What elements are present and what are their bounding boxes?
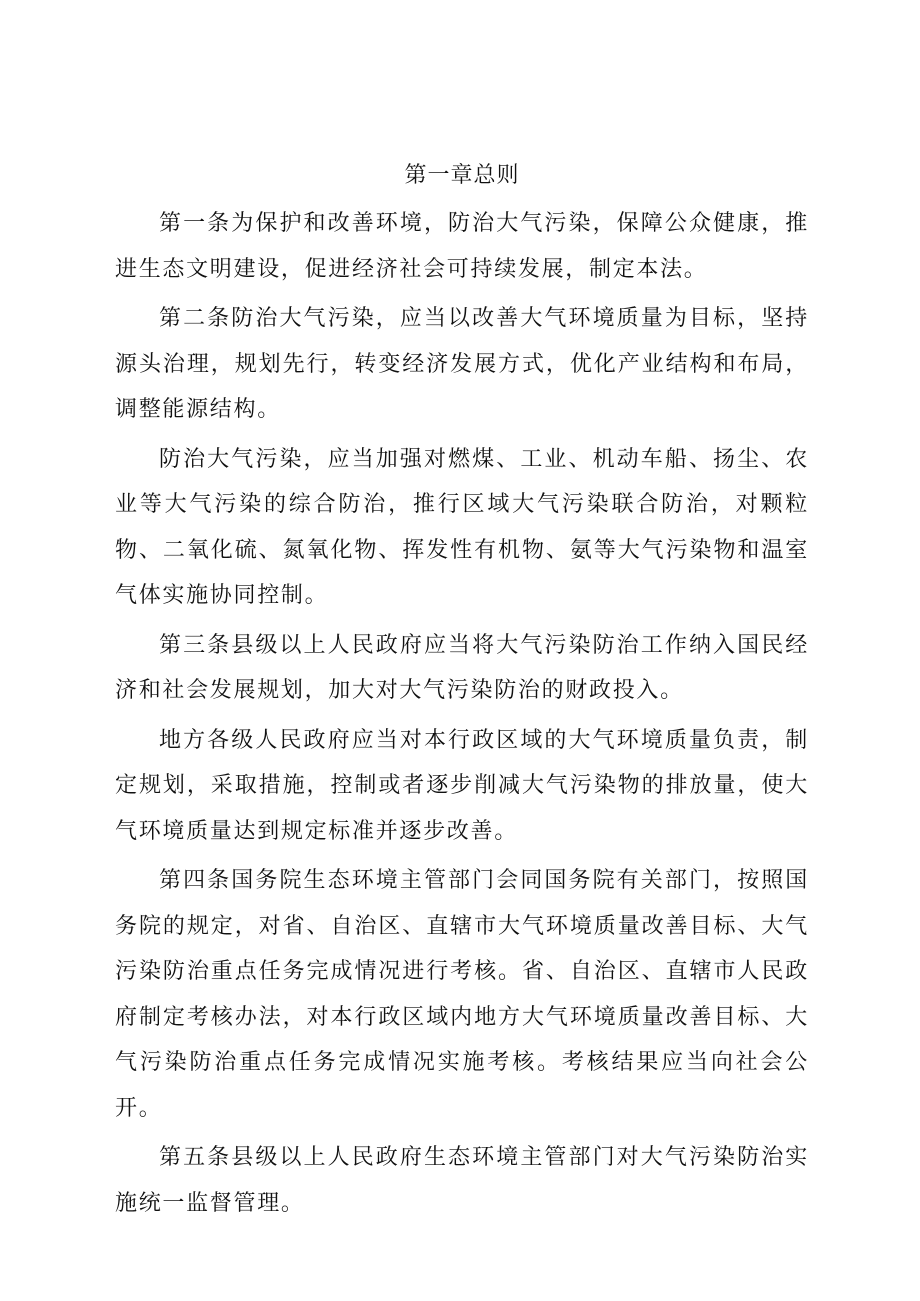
article-4-paragraph: 第四条国务院生态环境主管部门会同国务院有关部门，按照国务院的规定，对省、自治区、直辖市大气环境质量改善目标、大气污染防治重点任务完成情况进行考核。省、自治区、直辖市人民政府制定考核办法，对本行政区域内地方大气环境质量改善目标、大气污染防治重点任务完成情况实施考核。考核结果应当向社会公开。 [115,868,809,1121]
chapter-title: 第一章总则 [404,163,520,188]
article-3-paragraph: 第三条县级以上人民政府应当将大气污染防治工作纳入国民经济和社会发展规划，加大对大气污染防治的财政投入。 [115,632,809,703]
article-3-clause-2-paragraph: 地方各级人民政府应当对本行政区域的大气环境质量负责，制定规划，采取措施，控制或者逐步削减大气污染物的排放量，使大气环境质量达到规定标准并逐步改善。 [115,727,809,844]
article-2-clause-2-paragraph: 防治大气污染，应当加强对燃煤、工业、机动车船、扬尘、农业等大气污染的综合防治，推行区域大气污染联合防治，对颗粒物、二氧化硫、氮氧化物、挥发性有机物、氨等大气污染物和温室气体实施协同控制。 [115,446,809,608]
article-5-paragraph: 第五条县级以上人民政府生态环境主管部门对大气污染防治实施统一监督管理。 [115,1145,809,1216]
article-1-paragraph: 第一条为保护和改善环境，防治大气污染，保障公众健康，推进生态文明建设，促进经济社会可持续发展，制定本法。 [115,211,809,282]
document-body [115,150,809,1230]
article-2-paragraph: 第二条防治大气污染，应当以改善大气环境质量为目标，坚持源头治理，规划先行，转变经济发展方式，优化产业结构和布局，调整能源结构。 [115,306,809,422]
